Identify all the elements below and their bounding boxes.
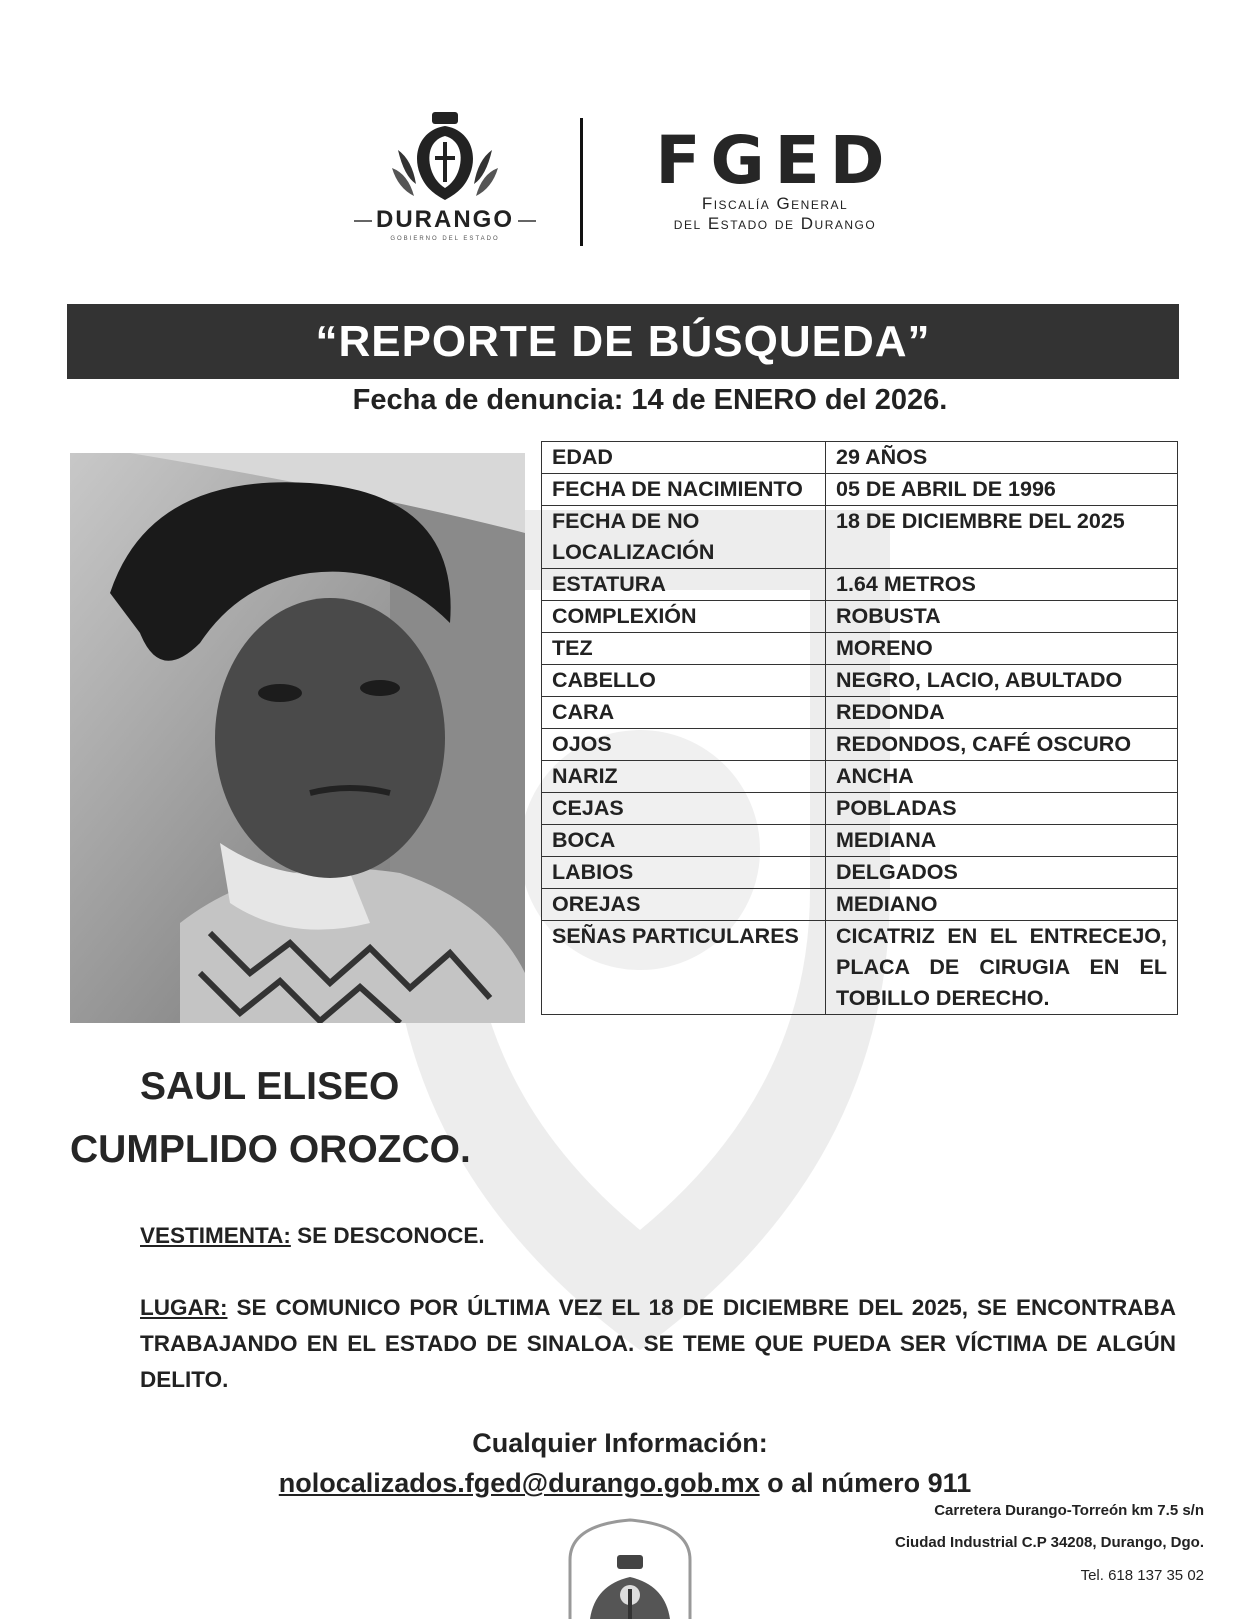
details-row: [542, 921, 1178, 1015]
place-label: LUGAR:: [140, 1295, 228, 1320]
contact-phone-text: o al número 911: [767, 1468, 972, 1498]
details-value: CICATRIZ EN EL ENTRECEJO, PLACA DE CIRUGIA EN EL TOBILLO DERECHO.: [826, 921, 1178, 1015]
details-value: 05 DE ABRIL DE 1996: [826, 474, 1178, 506]
contact-line: [200, 1468, 1050, 1499]
details-label: FECHA DE NACIMIENTO: [542, 474, 826, 506]
details-row: [542, 729, 1178, 761]
person-name-line1: SAUL ELISEO: [140, 1065, 400, 1108]
details-label: COMPLEXIÓN: [542, 601, 826, 633]
details-row: [542, 761, 1178, 793]
fged-mark: FGED: [655, 122, 895, 199]
details-value: MEDIANO: [826, 889, 1178, 921]
details-value: ANCHA: [826, 761, 1178, 793]
details-label: CARA: [542, 697, 826, 729]
clothing-text: SE DESCONOCE.: [297, 1223, 485, 1248]
durango-logo: [330, 110, 560, 250]
place-paragraph: [140, 1290, 1176, 1398]
details-label: TEZ: [542, 633, 826, 665]
details-label: FECHA DE NO LOCALIZACIÓN: [542, 506, 826, 569]
details-row: [542, 857, 1178, 889]
details-table: [541, 441, 1178, 1015]
details-value: 29 AÑOS: [826, 442, 1178, 474]
fged-logo: [630, 122, 920, 234]
person-name-line2: CUMPLIDO OROZCO.: [70, 1128, 471, 1171]
address-line2: Ciudad Industrial C.P 34208, Durango, Dgo.: [895, 1534, 1204, 1551]
details-label: BOCA: [542, 825, 826, 857]
details-label: ESTATURA: [542, 569, 826, 601]
details-value: REDONDA: [826, 697, 1178, 729]
durango-logo-sub: GOBIERNO DEL ESTADO: [390, 236, 500, 242]
report-title-bar: [67, 304, 1179, 379]
details-value: REDONDOS, CAFÉ OSCURO: [826, 729, 1178, 761]
details-value: POBLADAS: [826, 793, 1178, 825]
details-row: [542, 569, 1178, 601]
details-row: [542, 474, 1178, 506]
details-label: OJOS: [542, 729, 826, 761]
details-value: ROBUSTA: [826, 601, 1178, 633]
durango-emblem-icon: [390, 110, 500, 202]
report-title: “REPORTE DE BÚSQUEDA”: [315, 316, 931, 366]
details-label: CABELLO: [542, 665, 826, 697]
details-value: MORENO: [826, 633, 1178, 665]
footer-emblem-icon: [555, 1515, 705, 1619]
address-phone: Tel. 618 137 35 02: [1080, 1567, 1204, 1584]
fged-line2: del Estado de Durango: [673, 214, 877, 233]
details-row: [542, 793, 1178, 825]
details-value: NEGRO, LACIO, ABULTADO: [826, 665, 1178, 697]
clothing-label: VESTIMENTA:: [140, 1223, 291, 1248]
person-photo: [70, 453, 525, 1023]
contact-email-link[interactable]: nolocalizados.fged@durango.gob.mx: [278, 1468, 760, 1498]
details-label: CEJAS: [542, 793, 826, 825]
contact-heading: Cualquier Información:: [472, 1428, 768, 1458]
durango-logo-word: DURANGO: [330, 206, 560, 234]
details-label: NARIZ: [542, 761, 826, 793]
details-label: EDAD: [542, 442, 826, 474]
details-row: [542, 601, 1178, 633]
details-row: [542, 889, 1178, 921]
details-row: [542, 697, 1178, 729]
details-row: [542, 442, 1178, 474]
details-row: [542, 506, 1178, 569]
clothing-paragraph: [140, 1218, 1180, 1254]
details-row: [542, 633, 1178, 665]
header-divider: [580, 118, 583, 246]
details-value: DELGADOS: [826, 857, 1178, 889]
details-value: 18 DE DICIEMBRE DEL 2025: [826, 506, 1178, 569]
details-label: SEÑAS PARTICULARES: [542, 921, 826, 1015]
details-value: MEDIANA: [826, 825, 1178, 857]
details-row: [542, 825, 1178, 857]
report-date: Fecha de denuncia: 14 de ENERO del 2026.: [352, 384, 948, 416]
details-label: OREJAS: [542, 889, 826, 921]
address-line1: Carretera Durango-Torreón km 7.5 s/n: [934, 1502, 1204, 1519]
details-row: [542, 665, 1178, 697]
fged-line1: Fiscalía General: [701, 194, 849, 213]
details-label: LABIOS: [542, 857, 826, 889]
details-value: 1.64 METROS: [826, 569, 1178, 601]
place-text: SE COMUNICO POR ÚLTIMA VEZ EL 18 DE DICIEMBRE DEL 2025, SE ENCONTRABA TRABAJANDO EN EL ESTADO DE SINALOA. SE TEME QUE PUEDA SER VÍCTIMA DE ALGÚN DELITO.: [140, 1295, 1176, 1392]
